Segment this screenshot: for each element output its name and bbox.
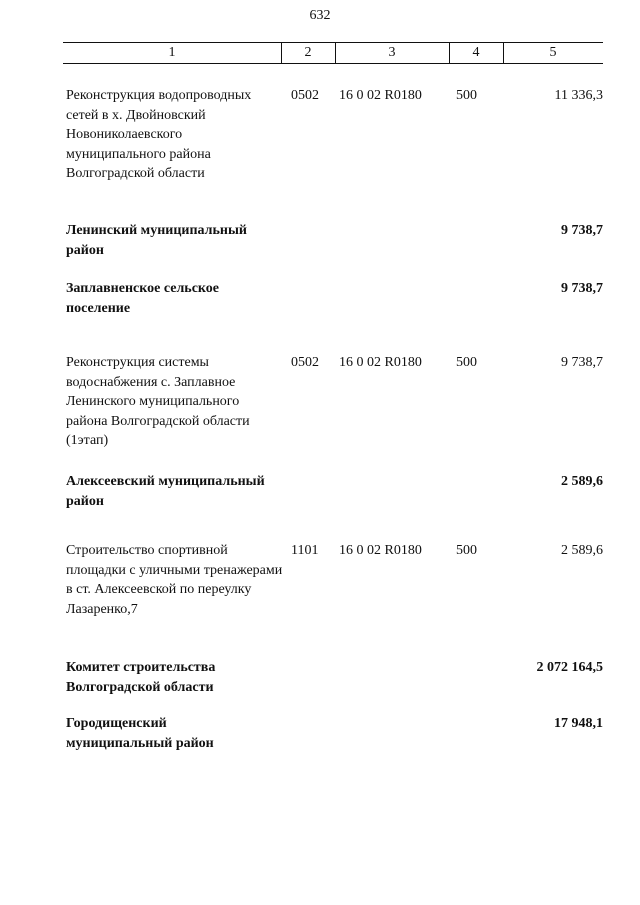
row-target-code: 16 0 02 R0180	[339, 355, 422, 370]
column-header-4: 4	[472, 45, 480, 60]
row-amount: 2 589,6	[561, 474, 603, 489]
row-target-code: 16 0 02 R0180	[339, 543, 422, 558]
row-amount: 11 336,3	[554, 88, 603, 103]
row-name: Строительство спортивной площадки с уличными тренажерами в ст. Алексеевской по переулку Лазаренко,7	[66, 543, 283, 617]
row-name: Реконструкция системы водоснабжения с. Заплавное Ленинского муниципального района Волгоградской области (1этап)	[66, 355, 250, 448]
table-header	[63, 42, 603, 64]
row-type-code: 500	[456, 355, 477, 370]
row-target-code: 16 0 02 R0180	[339, 88, 422, 103]
row-amount: 9 738,7	[561, 223, 603, 238]
row-section-code: 1101	[291, 543, 319, 558]
row-type-code: 500	[456, 543, 477, 558]
row-name: Комитет строительства Волгоградской области	[66, 660, 216, 695]
column-header-2: 2	[304, 45, 312, 60]
column-header-1: 1	[168, 45, 176, 60]
row-amount: 2 589,6	[561, 543, 603, 558]
row-amount: 9 738,7	[561, 281, 603, 296]
row-name: Алексеевский муниципальный район	[66, 474, 265, 509]
row-type-code: 500	[456, 88, 477, 103]
row-name: Ленинский муниципальный район	[66, 223, 247, 258]
row-name: Заплавненское сельское поселение	[66, 281, 220, 316]
row-amount: 2 072 164,5	[536, 660, 603, 675]
row-amount: 17 948,1	[554, 716, 603, 731]
column-header-3: 3	[388, 45, 396, 60]
row-section-code: 0502	[291, 355, 319, 370]
page-number: 632	[309, 8, 331, 23]
row-amount: 9 738,7	[561, 355, 603, 370]
row-name: Реконструкция водопроводных сетей в х. Двойновский Новониколаевского муниципального района Волгоградской области	[66, 88, 252, 181]
row-section-code: 0502	[291, 88, 319, 103]
row-name: Городищенский муниципальный район	[66, 716, 214, 751]
column-header-5: 5	[549, 45, 557, 60]
